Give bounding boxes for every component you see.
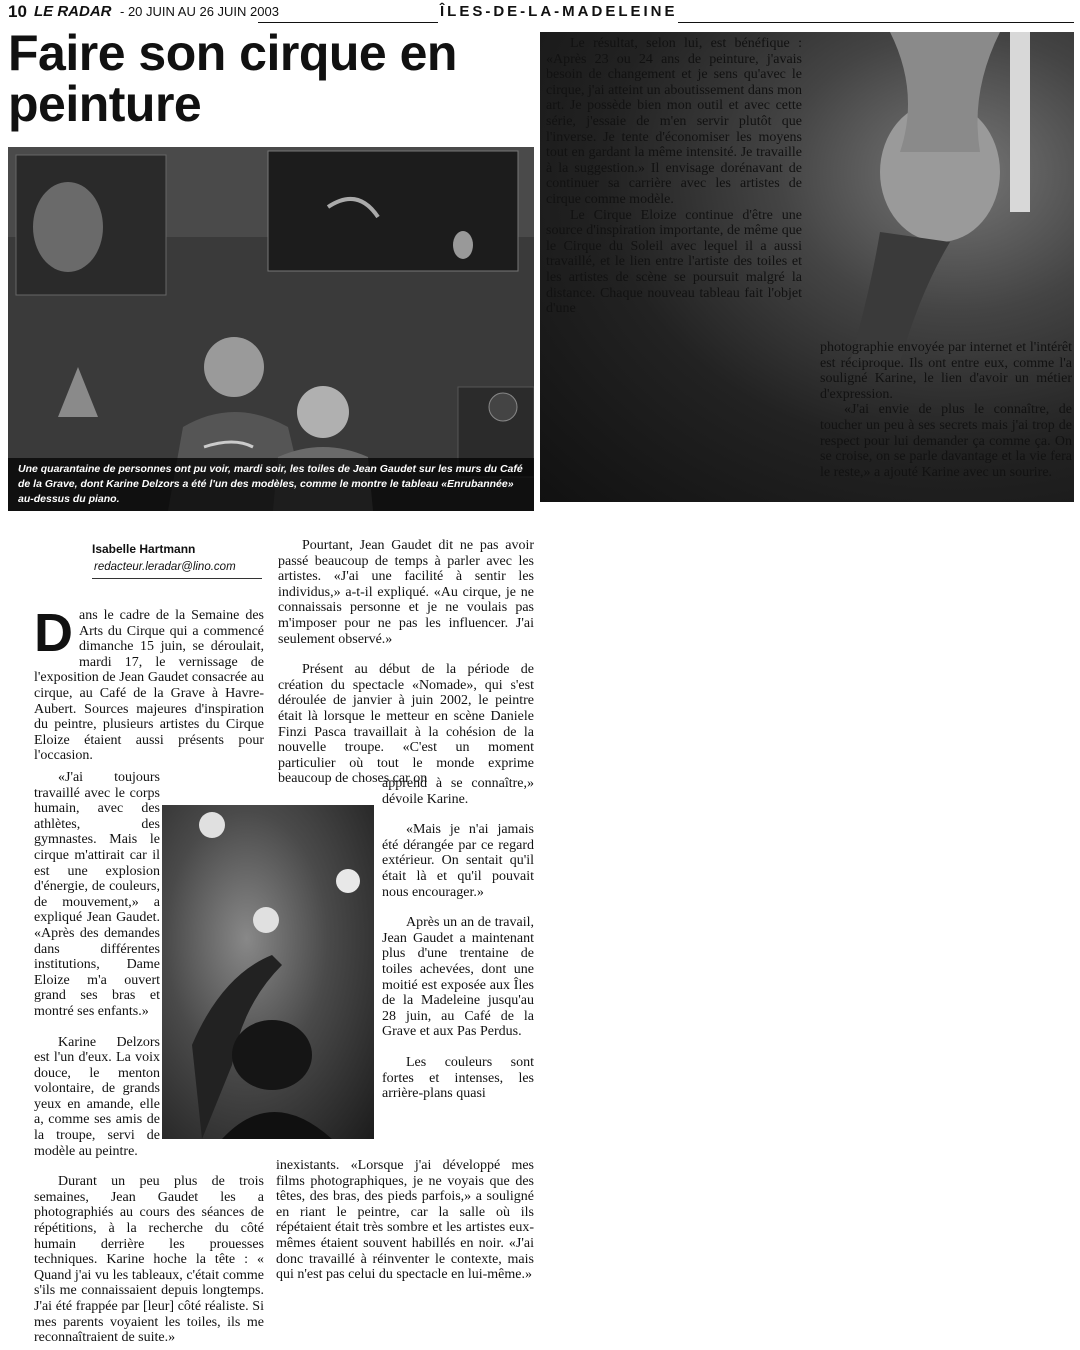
paragraph: Karine Delzors est l'un d'eux. La voix douce, le menton volontaire, de grands yeux en amande, elle a, comme ses amis de la troupe, servi de modèle au peintre.: [34, 1034, 160, 1159]
byline-email: redacteur.leradar@lino.com: [94, 561, 236, 573]
article-column-2: [278, 538, 534, 787]
paragraph: Durant un peu plus de trois semaines, Jean Gaudet les a photographiés au cours des séances de répétitions, à la recherche du côté humain derrière les prouesses techniques. Karine hoche la tête : « Quand j'ai vu les tableaux, c'était comme s'ils me connaissaient depuis longtemps. J'ai été frappée par [leur] côté réaliste. Si mes parents voyaient les toiles, ils me reconnaîtraient de suite.»: [34, 1174, 264, 1346]
drop-cap: D: [34, 603, 73, 663]
photo-scene: [8, 147, 534, 511]
section-name: ÎLES-DE-LA-MADELEINE: [440, 3, 678, 20]
header-rule: [258, 22, 438, 23]
main-photo: [8, 147, 534, 511]
paragraph: apprend à se connaître,» dévoile Karine.: [382, 776, 534, 807]
article-column-2b: [382, 776, 534, 1102]
article-column-2c: [276, 1158, 534, 1283]
headline: Faire son cirque en peinture: [8, 25, 457, 132]
lead-text: ans le cadre de la Semaine des Arts du Cirque qui a commencé dimanche 15 juin, se déroulait, mardi 17, le vernissage de l'exposition de Jean Gaudet consacrée au cirque, au Café de la Grave à Havre-Aubert. Sources majeures d'inspiration du peintre, plusieurs artistes du Cirque Eloize étaient aussi présents pour l'occasion.: [34, 608, 264, 764]
byline-rule: [92, 578, 262, 579]
paragraph: Présent au début de la période de création du spectacle «Nomade», qui s'est déroulée de janvier à juin 2002, le peintre était là lorsque le metteur en scène Daniele Finzi Pasca travaillait à la cohésion de la nouvelle troupe. «C'est un moment particulier où tout le monde exprime beaucoup de choses car on: [278, 662, 534, 787]
paragraph: Le Cirque Eloize continue d'être une source d'inspiration importante, de même que le Cirque du Soleil avec lequel il a aussi travaillé, et le lien entre l'artiste des toiles et les artistes de scène se poursuit malgré la distance. Chaque nouveau tableau fait l'objet d'une: [546, 207, 802, 317]
paragraph: «J'ai toujours travaillé avec le corps humain, avec des athlètes, des gymnastes. Mais le cirque m'attirait car il est une explosion d'énergie, de couleurs, de mouvement,» a expliqué Jean Gaudet. «Après des demandes dans différentes institutions, Dame Eloize m'a ouvert grand ses bras et montré ses enfants.»: [34, 770, 160, 1019]
juggler-painting-photo: [162, 805, 374, 1139]
paragraph: photographie envoyée par internet et l'intérêt est réciproque. Ils ont entre eux, comme l'a souligné Karine, le lien d'avoir un métier d'expression.: [820, 340, 1072, 402]
paragraph: «J'ai envie de plus le connaître, de toucher un peu à ses secrets mais j'ai trop de respect pour lui demander ça comme ça. On se croise, on se parle davantage et la vie fera le reste,» a ajouté Karine avec un sourire.: [820, 402, 1072, 480]
paragraph: Pourtant, Jean Gaudet dit ne pas avoir passé beaucoup de temps à parler avec les artistes. «J'ai une facilité à sentir les individus,» a-t-il expliqué. «Au cirque, je ne connaissais personne et je ne voulais pas m'imposer pour ne pas les influencer. J'ai seulement observé.»: [278, 538, 534, 647]
paragraph: Après un an de travail, Jean Gaudet a maintenant plus d'une trentaine de toiles achevées, dont une moitié est exposée aux Îles de la Madeleine jusqu'au 28 juin, au Café de la Grave et aux Pas Perdus.: [382, 915, 534, 1040]
paragraph: «Mais je n'ai jamais été dérangée par ce regard extérieur. On sentait qu'il était là et qu'il pouvait nous encourager.»: [382, 822, 534, 900]
lead-paragraph: [34, 603, 264, 764]
header-rule: [678, 22, 1074, 23]
page-number: 10: [8, 2, 27, 21]
byline-author: Isabelle Hartmann: [92, 542, 196, 556]
page-header: [8, 2, 1074, 24]
issue-date: - 20 JUIN AU 26 JUIN 2003: [120, 4, 279, 19]
article-column-top-right: [820, 340, 1072, 480]
paragraph: Le résultat, selon lui, est bénéfique : «Après 23 ou 24 ans de peinture, j'avais besoin de changement et je sens qu'avec le cirque, j'ai atteint un aboutissement dans mon art. Je possède bien mon outil et avec cette série, j'essaie de m'en servir plutôt que l'inverse. Je tente d'économiser les moyens tout en gardant la même intensité. Je travaille à la suggestion.» Il envisage dorénavant de continuer sa carrière avec les artistes de cirque comme modèle.: [546, 36, 802, 207]
paragraph: Les couleurs sont fortes et intenses, les arrière-plans quasi: [382, 1054, 534, 1102]
article-column-1: [34, 603, 264, 764]
photo-caption: Une quarantaine de personnes ont pu voir, mardi soir, les toiles de Jean Gaudet sur les murs du Café de la Grave, dont Karine Delzors a été l'un des modèles, comme le montre le tableau «Enrubannée» au-dessus du piano.: [8, 458, 534, 511]
juggler-scene: [162, 805, 374, 1139]
article-column-top: [546, 36, 802, 317]
publication-name: LE RADAR: [34, 3, 112, 20]
paragraph: inexistants. «Lorsque j'ai développé mes films photographiques, je ne voyais que des têtes, des bras, des pieds parfois,» a souligné en riant le peintre, car la salle où ils répétaient était très sombre et les artistes eux-mêmes étaient souvent habillés en noir. «J'ai donc travaillé à réinventer le contexte, mais qui n'est pas celui du spectacle en lui-même.»: [276, 1158, 534, 1283]
